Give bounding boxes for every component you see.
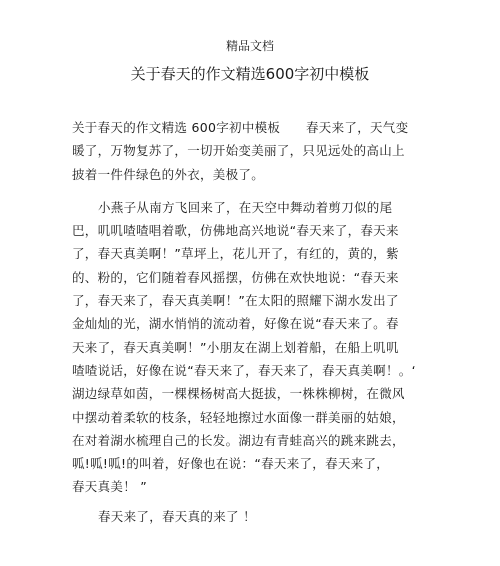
paragraph-line: 了，春天来了，春天真美啊！”在太阳的照耀下湖水发出了 [72,293,399,309]
paragraph-line: 湖边绿草如茵，一棵棵杨树高大挺拔，一株株柳树，在微风 [72,386,405,402]
paragraph-line: 的、粉的，它们随着春风摇摆，仿佛在欢快地说：“春天来 [72,269,399,285]
paragraph-line-intro [72,116,412,139]
paragraph-line: 喳喳说话，好像在说“春天来了，春天来了，春天真美啊！。‘ [72,362,416,378]
paragraph-line: 了，春天真美啊！”草坪上，花儿开了，有红的，黄的，紫 [72,246,399,262]
paragraph-line: 披着一件件绿色的外衣，美极了。 [72,166,265,182]
document-title: 关于春天的作文精选600字初中模板 [130,65,370,83]
paragraph-line: 小燕子从南方飞回来了，在天空中舞动着剪刀似的尾 [98,199,393,215]
page-header: 精品文档 [225,39,274,53]
paragraph-line: 中摆动着柔软的枝条，轻轻地擦过水面像一群美丽的姑娘， [72,409,405,425]
paragraph-line: 天来了，春天真美啊！”小朋友在湖上划着船，在船上叽叽 [72,339,399,355]
document-body [72,116,416,528]
paragraph-line: 金灿灿的光，湖水悄悄的流动着，好像在说“春天来了。春 [72,316,399,332]
intro-continuation-text: 春天来了，天气变 [306,120,409,135]
paragraph-line: 巴，叽叽喳喳唱着歌，仿佛地高兴地说“春天来了，春天来 [72,223,399,239]
paragraph-line: 暖了，万物复苏了，一切开始变美丽了，只见远处的高山上 [72,143,405,159]
paragraph-line: 春天真美！ ” [72,479,148,495]
paragraph-line: 呱!呱!呱!的叫着，好像也在说：“春天来了，春天来了， [72,456,390,472]
paragraph-line: 在对着湖水梳理自己的长发。湖边有青蛙高兴的跳来跳去， [72,432,405,448]
intro-heading-text: 关于春天的作文精选 600字初中模板 [72,120,281,135]
paragraph-line-closing: 春天来了，春天真的来了 ！ [98,508,256,524]
